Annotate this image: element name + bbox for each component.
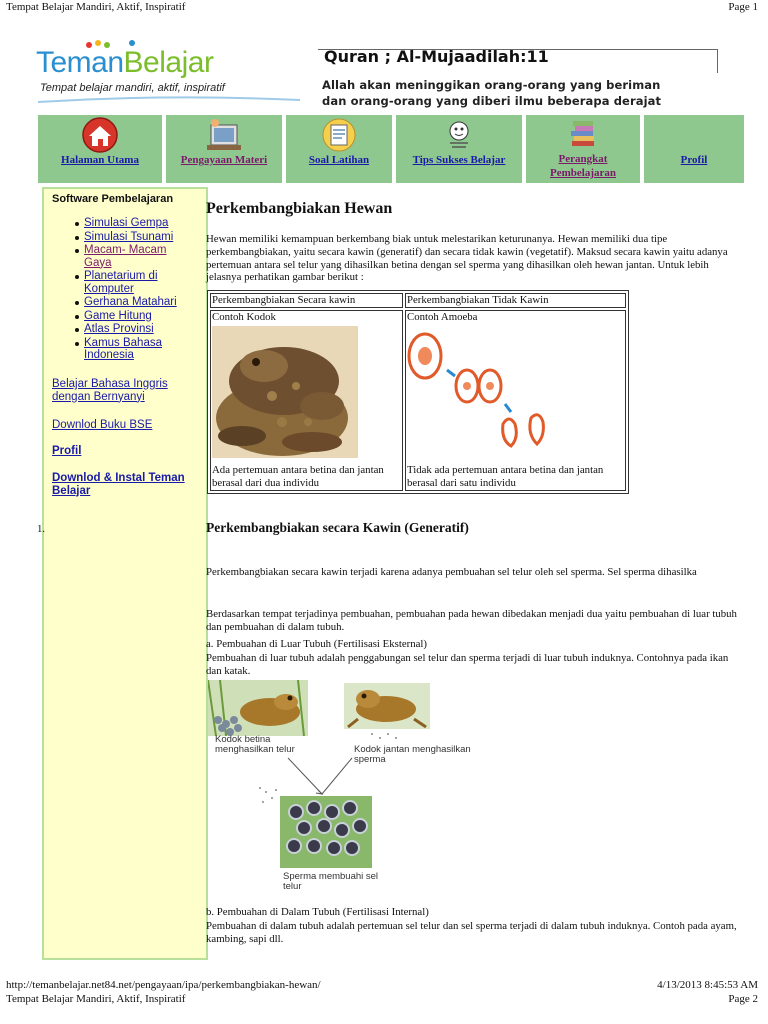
subsection-b-text: Pembuahan di dalam tubuh adalah pertemuan sel telur dan sel sperma terjadi di dalam tubuh induknya. Contoh pada ayam, kambing, sapi dll.	[206, 920, 737, 945]
nav-item-soal-latihan[interactable]	[286, 115, 392, 183]
list-item[interactable]	[72, 270, 190, 295]
logo-part-belajar: Belajar	[123, 46, 214, 79]
table-cell-kodok	[210, 310, 403, 491]
sidebar-item-gerhana[interactable]: Gerhana Matahari	[84, 296, 177, 308]
section-title-generatif: Perkembangbiakan secara Kawin (Generatif)	[206, 520, 469, 535]
sidebar-item-simulasi-gempa[interactable]: Simulasi Gempa	[84, 217, 169, 229]
caption-female-frog: Kodok betina menghasilkan telur	[215, 734, 295, 755]
print-header-page: Page 1	[728, 1, 758, 13]
quote-line-1: Allah akan meninggikan orang-orang yang beriman	[322, 78, 661, 92]
materials-icon	[205, 117, 243, 153]
nav-link-pengayaan-materi[interactable]: Pengayaan Materi	[180, 154, 268, 166]
sidebar-item-macam-gaya[interactable]: Macam- Macam Gaya	[84, 244, 167, 269]
caption-fertilization: Sperma membuahi sel telur	[283, 871, 379, 892]
sidebar-item-atlas[interactable]: Atlas Provinsi	[84, 323, 154, 335]
nav-item-profil[interactable]	[644, 115, 744, 183]
desc-tidak-kawin: Tidak ada pertemuan antara betina dan jantan berasal dari satu individu	[407, 464, 604, 489]
logo-wordmark	[36, 46, 213, 80]
list-marker: 1.	[37, 523, 46, 535]
page-title: Perkembangbiakan Hewan	[206, 200, 393, 217]
list-item[interactable]	[72, 296, 190, 309]
subsection-a-text: Pembuahan di luar tubuh adalah penggabungan sel telur dan sperma terjadi di luar tubuh induknya. Contohnya pada ikan dan katak.	[206, 652, 729, 677]
sidebar-link-buku-bse[interactable]: Downlod Buku BSE	[52, 419, 153, 431]
list-item[interactable]	[72, 217, 190, 230]
comparison-table	[207, 290, 629, 494]
example-label-kodok: Contoh Kodok	[212, 311, 276, 323]
sidebar-title: Software Pembelajaran	[52, 193, 174, 205]
home-icon	[81, 117, 119, 153]
caption-male-frog: Kodok jantan menghasilkan sperma	[354, 744, 471, 765]
quote-title: Quran ; Al-Mujaadilah:11	[324, 47, 549, 66]
table-header-tidak-kawin: Perkembangbiakan Tidak Kawin	[405, 293, 626, 308]
nav-item-pengayaan-materi[interactable]	[166, 115, 282, 183]
male-frog-image	[344, 683, 430, 729]
sidebar-item-game-hitung[interactable]: Game Hitung	[84, 309, 152, 322]
nav-link-perangkat[interactable]: Perangkat Pembelajaran	[550, 153, 616, 179]
nav-link-profil[interactable]: Profil	[680, 154, 708, 166]
quote-line-2: dan orang-orang yang diberi ilmu beberapa derajat	[322, 94, 662, 108]
logo-tagline: Tempat belajar mandiri, aktif, inspiratif	[40, 82, 225, 94]
amoeba-diagram	[407, 328, 557, 448]
frog-photo	[212, 326, 358, 458]
table-header-kawin: Perkembangbiakan Secara kawin	[210, 293, 403, 308]
print-footer-datetime: 4/13/2013 8:45:53 AM	[657, 979, 758, 991]
sidebar-link-profil[interactable]: Profil	[52, 445, 82, 457]
pembuahan-paragraph: Berdasarkan tempat terjadinya pembuahan, pembuahan pada hewan dibedakan menjadi dua yaitu pembuahan di luar tubuh dan pembuahan di dalam tubuh.	[206, 608, 737, 633]
sidebar-link-bahasa-inggris[interactable]: Belajar Bahasa Inggris dengan Bernyanyi	[52, 378, 168, 403]
print-header-page2: Page 2	[728, 993, 758, 1005]
sidebar-item-planetarium[interactable]: Planetarium di Komputer	[84, 270, 158, 295]
list-item[interactable]	[72, 323, 190, 336]
print-footer-url: http://temanbelajar.net84.net/pengayaan/ipa/perkembangbiakan-hewan/	[6, 979, 321, 991]
desc-kawin: Ada pertemuan antara betina dan jantan berasal dari dua individu	[212, 464, 384, 489]
exercise-icon	[320, 117, 358, 153]
nav-link-soal-latihan[interactable]: Soal Latihan	[308, 154, 370, 166]
intro-paragraph: Hewan memiliki kemampuan berkembang biak untuk melestarikan keturunanya. Hewan memiliki dua tipe perkembangbiakan, yaitu secara kawin (generatif) dan secara tidak kawin (vegetatif). Maksud secara kawin yaitu adanya pertemuan antara sel telur yang dihasilkan betina dengan sel sperma yang dihasilkan oleh hewan jantan. Untuk lebih jelasnya perhatikan gambar berikut :	[206, 233, 728, 284]
software-list	[72, 217, 190, 363]
nav-item-tips-sukses[interactable]	[396, 115, 522, 183]
site-logo[interactable]	[34, 40, 304, 108]
sidebar-item-kamus[interactable]: Kamus Bahasa Indonesia	[84, 336, 162, 361]
tips-icon	[440, 117, 478, 153]
sidebar	[42, 187, 208, 960]
subsection-b-title: b. Pembuahan di Dalam Tubuh (Fertilisasi Internal)	[206, 906, 429, 918]
table-cell-amoeba	[405, 310, 626, 491]
subsection-a-title: a. Pembuahan di Luar Tubuh (Fertilisasi Eksternal)	[206, 638, 428, 650]
logo-part-teman: Teman	[36, 46, 124, 79]
nav-link-tips-sukses[interactable]: Tips Sukses Belajar	[412, 154, 506, 166]
books-icon	[564, 117, 602, 153]
list-item[interactable]	[72, 231, 190, 244]
nav-link-halaman-utama[interactable]: Halaman Utama	[61, 154, 139, 166]
list-item[interactable]	[72, 310, 190, 323]
sidebar-link-install[interactable]: Downlod & Instal Teman Belajar	[52, 472, 185, 497]
generatif-paragraph: Perkembangbiakan secara kawin terjadi karena adanya pembuahan sel telur oleh sel sperma. Sel sperma dihasilka	[206, 566, 697, 578]
print-header-title: Tempat Belajar Mandiri, Aktif, Inspiratif	[6, 1, 186, 13]
sidebar-item-simulasi-tsunami[interactable]: Simulasi Tsunami	[84, 230, 174, 243]
fertilized-eggs-image	[280, 796, 372, 868]
example-label-amoeba: Contoh Amoeba	[407, 311, 478, 323]
nav-item-halaman-utama[interactable]	[38, 115, 162, 183]
list-item[interactable]	[72, 337, 190, 362]
nav-item-perangkat[interactable]	[526, 115, 640, 183]
logo-swoosh	[38, 96, 300, 104]
list-item[interactable]	[72, 244, 190, 269]
print-header-title-page2: Tempat Belajar Mandiri, Aktif, Inspiratif	[6, 993, 186, 1005]
